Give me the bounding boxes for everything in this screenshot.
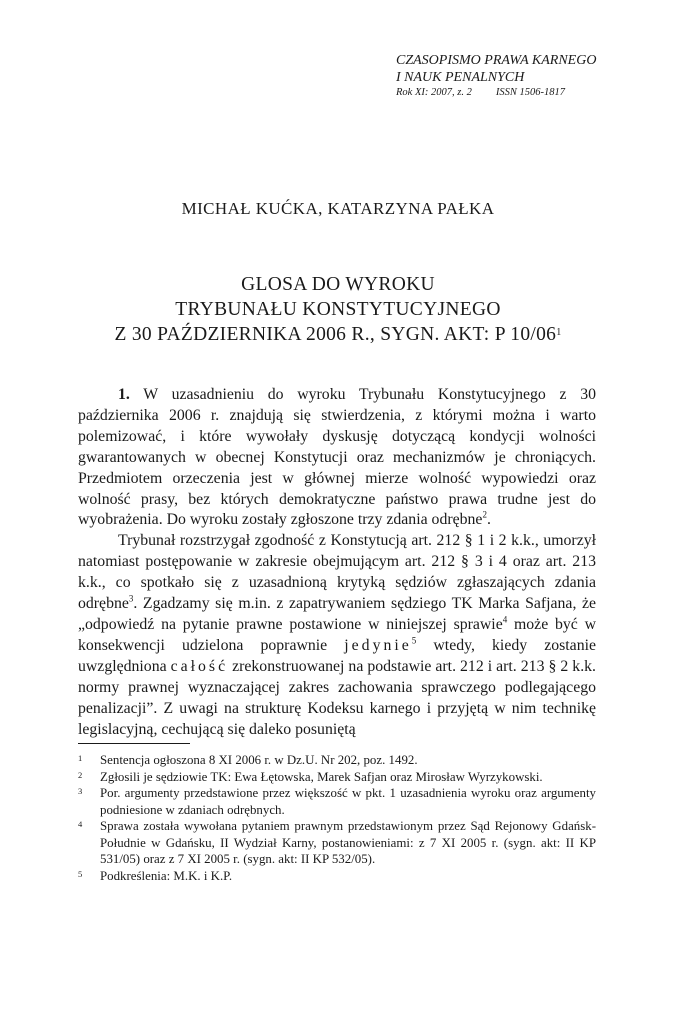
footnote-ref-3: 3 (128, 593, 134, 604)
title-line3 (0, 322, 676, 347)
footnote-number: 3 (78, 786, 83, 796)
footnote-text: Sprawa została wywołana pytaniem prawnym przedstawionym przez Sąd Rejonowy Gdańsk-Południe w Gdańsku, II Wydział Karny, postanowieniami: z 7 XI 2005 r. (sygn. akt: II KP 531/05) oraz z 7 XI 2005 r. (sygn. akt: II KP 532/05). (100, 819, 596, 866)
paragraph-2-text-c: może być w konsekwencji udzielona poprawnie (78, 615, 596, 654)
paragraph-2-text-d: wtedy, kiedy zostanie uwzględniona (78, 636, 596, 675)
footnote-text: Por. argumenty przedstawione przez większość w pkt. 1 uzasadnienia wyroku oraz argumenty podniesione w zdaniach odrębnych. (100, 786, 596, 817)
paragraph-2 (78, 531, 596, 740)
emphasis-calosc: całość (170, 657, 229, 675)
footnote-number: 2 (78, 769, 83, 780)
footnote-separator (78, 743, 190, 744)
article-body (78, 385, 596, 740)
title-line1: GLOSA DO WYROKU (241, 274, 435, 295)
footnote-ref-2: 2 (482, 510, 487, 521)
footnotes (78, 752, 596, 884)
footnote-ref-5: 5 (411, 635, 417, 646)
footnote-ref-4: 4 (502, 614, 508, 625)
footnote-number: 5 (78, 868, 83, 879)
footnote-5 (78, 868, 596, 885)
title-footnote-ref: 1 (556, 327, 562, 338)
journal-meta (396, 86, 616, 100)
article-title (0, 272, 676, 347)
footnote-3 (78, 785, 596, 818)
paragraph-1-end: . (486, 511, 491, 529)
footnote-4 (78, 818, 596, 868)
footnote-number: 1 (78, 753, 83, 763)
paragraph-1-text: W uzasadnieniu do wyroku Trybunału Konstytucyjnego z 30 października 2006 r. znajdują się stwierdzenia, z którymi można i warto polemizować, i które wywołały dyskusję dotyczącą kondycji wolności gwarantowanych w obecnej Konstytucji oraz mechanizmów je chroniących. Przedmiotem orzeczenia jest w głównej mierze wolność wypowiedzi oraz wolność prasy, bez których demokratyczne państwo prawa trudne jest do wyobrażenia. Do wyroku zostały zgłoszone trzy zdania odrębne (78, 386, 596, 529)
journal-name-line1: CZASOPISMO PRAWA KARNEGO (396, 53, 597, 68)
paragraph-2-text-a: Trybunał rozstrzygał zgodność z Konstytucją art. 212 § 1 i 2 k.k., umorzył natomiast postępowanie w zakresie obejmującym art. 212 § 3 i 4 oraz art. 213 k.k., co spotkało się z uzasadnioną krytyką sędziów zgłaszających zdania odrębne (78, 532, 596, 613)
footnote-number: 4 (78, 819, 83, 829)
title-line3-text: Z 30 PAŹDZIERNIKA 2006 R., SYGN. AKT: P 10/06 (114, 324, 557, 345)
title-line2: TRYBUNAŁU KONSTYTUCYJNEGO (175, 299, 501, 320)
footnote-text: Sentencja ogłoszona 8 XI 2006 r. w Dz.U. Nr 202, poz. 1492. (100, 753, 418, 767)
authors: MICHAŁ KUĆKA, KATARZYNA PAŁKA (181, 199, 495, 218)
journal-year-issue: Rok XI: 2007, z. 2 (396, 87, 472, 98)
paragraph-2-text-e: zrekonstruowanej na podstawie art. 212 i art. 213 § 2 k.k. normy prawnej wyznaczającej zakres zachowania sprawczego podlegającego penalizacji”. Z uwagi na strukturę Kodeksu karnego i przyjętą w nim technikę legislacyjną, cechującą się daleko posuniętą (78, 657, 596, 738)
footnote-text: Podkreślenia: M.K. i K.P. (100, 868, 233, 883)
journal-name-line2: I NAUK PENALNYCH (396, 70, 525, 85)
paragraph-1 (78, 385, 596, 531)
journal-issn: ISSN 1506-1817 (495, 87, 565, 98)
section-number: 1. (118, 386, 130, 403)
paragraph-2-text-b: . Zgadzamy się m.in. z zapatrywaniem sędziego TK Marka Safjana, że „odpowiedź na pytanie prawne postawione w niniejszej sprawie (78, 595, 596, 633)
journal-header (396, 52, 616, 100)
footnote-text: Zgłosili je sędziowie TK: Ewa Łętowska, Marek Safjan oraz Mirosław Wyrzykowski. (100, 769, 543, 784)
footnote-1 (78, 752, 596, 769)
footnote-2 (78, 769, 596, 786)
emphasis-jedynie: jedynie (344, 636, 412, 654)
